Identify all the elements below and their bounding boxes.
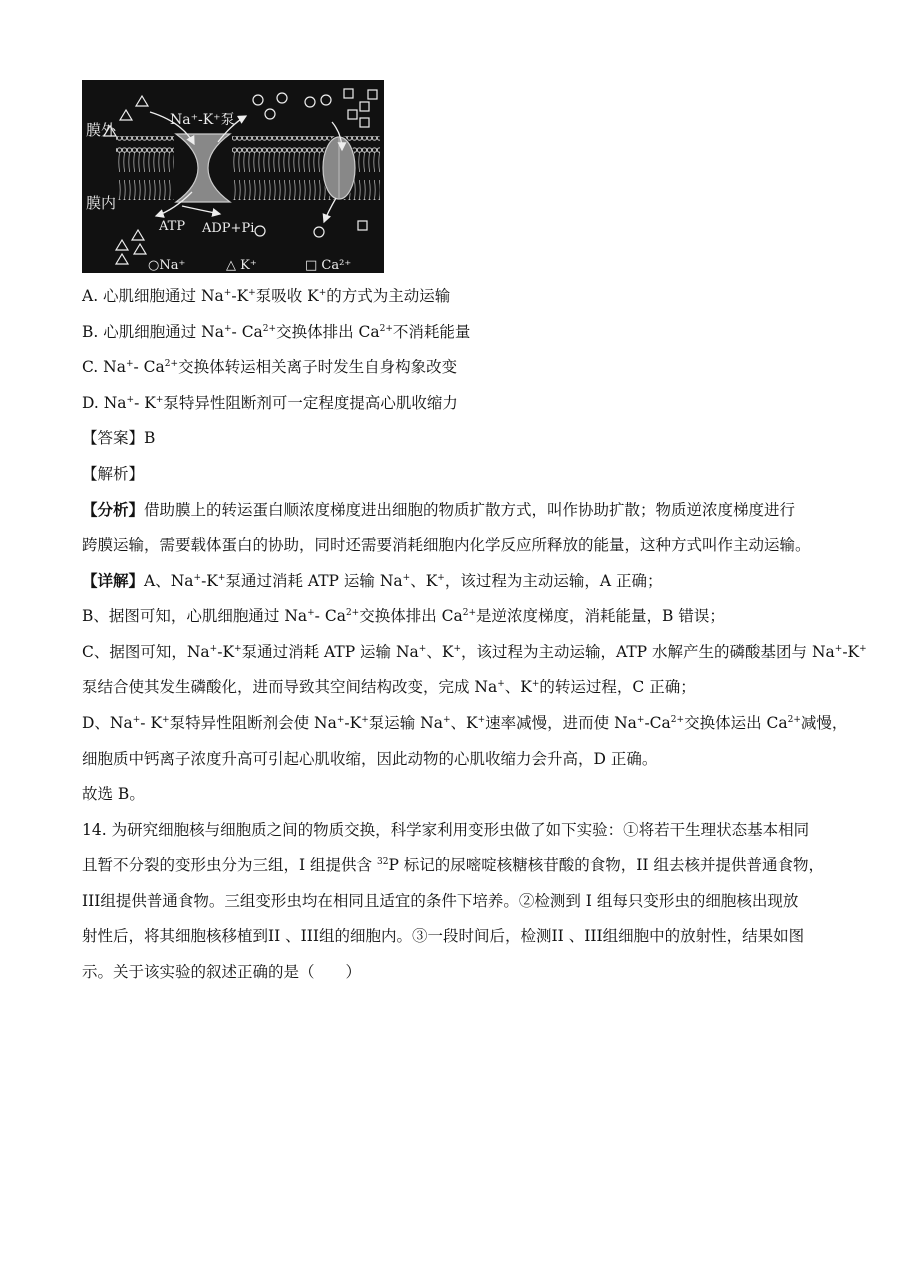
text-span: 细胞质中钙离子浓度升高可引起心肌收缩，因此动物的心肌收缩力会升高，D 正确。 (82, 750, 658, 768)
analysis-line (82, 784, 145, 804)
text-span: 泵通过消耗 ATP 运输 Na (241, 643, 419, 661)
option-b (82, 322, 470, 342)
text-span: - Ca (314, 607, 346, 625)
option-d (82, 393, 458, 413)
option-c (82, 357, 457, 377)
text-span: - K (140, 714, 163, 732)
text-span: 、K (410, 572, 438, 590)
superscript: + (318, 288, 327, 298)
text-span: 泵运输 Na (368, 714, 443, 732)
superscript: 2+ (262, 324, 277, 334)
text-span: -K (231, 287, 249, 305)
superscript: + (193, 573, 202, 583)
question-line (82, 820, 809, 840)
text-span: 交换体转运相关离子时发生自身构象改变 (178, 358, 458, 376)
superscript: 2+ (379, 324, 393, 334)
atp-label: ATP (159, 219, 186, 234)
superscript: + (248, 288, 256, 298)
analysis-line (82, 571, 662, 591)
legend-na: ○Na⁺ (148, 258, 186, 273)
question-line (82, 926, 804, 946)
text-span: P 标记的尿嘧啶核糖核苷酸的食物，II 组去核并提供普通食物， (388, 856, 824, 874)
text-span: -K (344, 714, 362, 732)
superscript: 2+ (787, 715, 801, 725)
text-span: 【解析】 (82, 465, 145, 483)
question-line (82, 962, 361, 982)
text-span: 的方式为主动运输 (326, 287, 451, 305)
text-span: 跨膜运输，需要载体蛋白的协助，同时还需要消耗细胞内化学反应所释放的能量，这种方式叫作主动运输。 (82, 536, 811, 554)
superscript: 2+ (462, 608, 477, 618)
analysis-line (82, 606, 725, 626)
text-span: 速率减慢，进而使 Na (485, 714, 637, 732)
analysis-line (82, 713, 847, 733)
analysis-line (82, 500, 795, 520)
superscript: + (125, 359, 134, 369)
text-span: 泵通过消耗 ATP 运输 Na (225, 572, 403, 590)
text-span: III组提供普通食物。三组变形虫均在相同且适宜的条件下培养。②检测到 I 组每只变形虫的细胞核出现放 (82, 892, 799, 910)
superscript: + (402, 573, 411, 583)
text-span: 泵特异性阻断剂可一定程度提高心肌收缩力 (163, 394, 458, 412)
text-span: 射性后，将其细胞核移植到II 、III组的细胞内。③一段时间后，检测II 、III组细胞中的放射性，结果如图 (82, 927, 805, 945)
text-span: 泵特异性阻断剂会使 Na (169, 714, 337, 732)
adp-label: ADP+Pi (202, 221, 255, 236)
text-span: 的转运过程，C 正确； (539, 678, 696, 696)
text-span: 借助膜上的转运蛋白顺浓度梯度进出细胞的物质扩散方式，叫作协助扩散；物质逆浓度梯度进行 (144, 501, 796, 519)
text-span: ，该过程为主动运输，A 正确； (444, 572, 663, 590)
text-span: D、Na (82, 714, 133, 732)
text-span: -K (217, 643, 235, 661)
question-line (82, 855, 824, 875)
inside-label: 膜内 (86, 194, 117, 212)
section-tag: 【分析】 (82, 500, 145, 519)
na-ca-exchanger (322, 135, 356, 201)
superscript: + (531, 679, 540, 689)
text-span: - K (134, 394, 156, 412)
text-span: - Ca (133, 358, 165, 376)
legend-ca: □ Ca²⁺ (305, 258, 352, 273)
legend-k: △ K⁺ (226, 258, 257, 273)
text-span: 示。关于该实验的叙述正确的是（ ） (82, 963, 362, 981)
text-span: B. 心肌细胞通过 Na (82, 323, 224, 341)
superscript: + (155, 395, 164, 405)
text-span: D. Na (82, 394, 127, 412)
text-span: 交换体排出 Ca (359, 607, 463, 625)
text-span: 【答案】B (82, 429, 156, 447)
na-k-pump (174, 134, 232, 202)
text-span: 、K (504, 678, 532, 696)
text-span: 交换体运出 Ca (684, 714, 788, 732)
text-span: -Ca (644, 714, 671, 732)
superscript: + (162, 715, 170, 725)
superscript: + (132, 715, 141, 725)
analysis-line (82, 642, 867, 662)
text-span: 、K (426, 643, 454, 661)
superscript: + (437, 573, 445, 583)
membrane-diagram (82, 80, 384, 273)
superscript: 2+ (670, 715, 685, 725)
text-span: 泵吸收 K (255, 287, 319, 305)
text-span: -K (842, 643, 860, 661)
superscript: + (209, 644, 218, 654)
text-span: 14. 为研究细胞核与细胞质之间的物质交换，科学家利用变形虫做了如下实验：①将若干生理状态基本相同 (82, 821, 810, 839)
text-span: 交换体排出 Ca (276, 323, 380, 341)
superscript: + (217, 573, 226, 583)
superscript: + (477, 715, 486, 725)
superscript: + (223, 288, 232, 298)
text-span: C、据图可知，Na (82, 643, 210, 661)
pump-label: Na⁺-K⁺泵 (170, 112, 235, 128)
analysis-line (82, 535, 811, 555)
superscript: + (834, 644, 843, 654)
analysis-heading (82, 464, 144, 484)
text-span: 泵结合使其发生磷酸化，进而导致其空间结构改变，完成 Na (82, 678, 498, 696)
section-tag: 【详解】 (82, 571, 145, 590)
text-span: 减慢， (800, 714, 848, 732)
superscript: + (497, 679, 505, 689)
superscript: 32 (376, 857, 389, 867)
text-span: 且暂不分裂的变形虫分为三组，I 组提供含 (82, 856, 377, 874)
answer-line (82, 428, 155, 448)
superscript: + (307, 608, 315, 618)
superscript: 2+ (164, 359, 179, 369)
question-line (82, 891, 798, 911)
analysis-line (82, 749, 657, 769)
text-span: -K (201, 572, 218, 590)
superscript: 2+ (345, 608, 360, 618)
text-span: 、K (450, 714, 478, 732)
superscript: + (453, 644, 461, 654)
superscript: + (361, 715, 369, 725)
membrane-transport-figure (82, 80, 384, 273)
superscript: + (859, 644, 867, 654)
text-span: 不消耗能量 (392, 323, 471, 341)
text-span: A. 心肌细胞通过 Na (82, 287, 224, 305)
option-a (82, 286, 450, 306)
text-span: - Ca (231, 323, 263, 341)
text-span: C. Na (82, 358, 126, 376)
analysis-line (82, 677, 696, 697)
text-span: ，该过程为主动运输，ATP 水解产生的磷酸基团与 Na (460, 643, 835, 661)
superscript: + (336, 715, 345, 725)
superscript: + (442, 715, 451, 725)
superscript: + (126, 395, 135, 405)
superscript: + (223, 324, 232, 334)
superscript: + (234, 644, 242, 654)
text-span: B、据图可知，心肌细胞通过 Na (82, 607, 308, 625)
superscript: + (418, 644, 427, 654)
superscript: + (636, 715, 645, 725)
text-span: 是逆浓度梯度，消耗能量，B 错误； (476, 607, 725, 625)
text-span: A、Na (144, 572, 194, 590)
text-span: 故选 B。 (82, 785, 145, 803)
outside-label: 膜外 (86, 121, 117, 139)
